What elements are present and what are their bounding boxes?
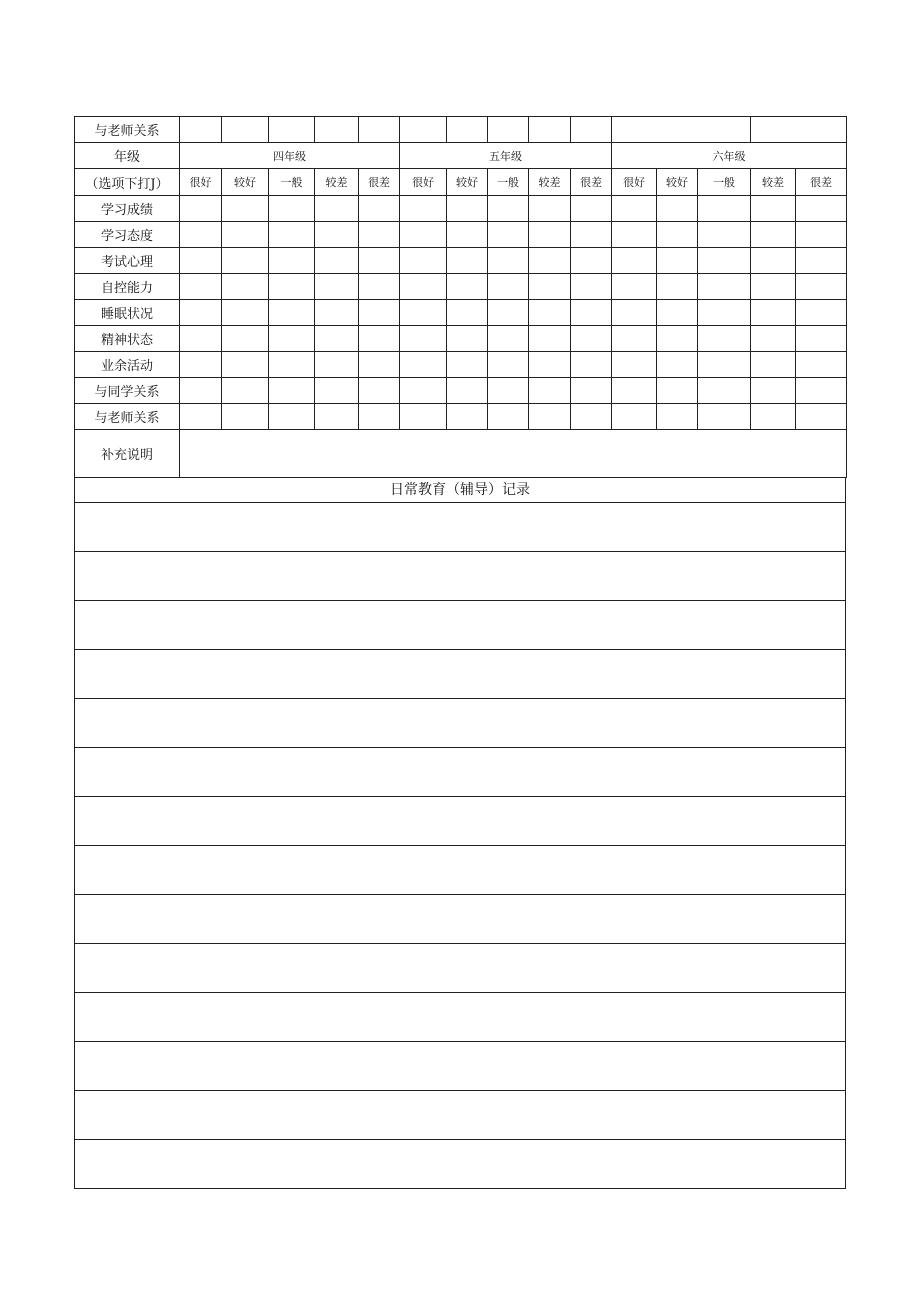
record-row[interactable] (75, 895, 845, 944)
rating-cell[interactable] (488, 222, 529, 248)
top-row (75, 117, 847, 143)
item-label: 学习成绩 (75, 196, 180, 222)
rating-cell[interactable] (180, 248, 222, 274)
rating-cell[interactable] (612, 378, 657, 404)
record-row[interactable] (75, 650, 845, 699)
rating-cell[interactable] (400, 196, 447, 222)
option-header: 较好 (657, 169, 698, 196)
record-row[interactable] (75, 601, 845, 650)
item-row (75, 274, 847, 300)
rating-cell[interactable] (447, 222, 488, 248)
rating-cell[interactable] (222, 378, 269, 404)
rating-cell[interactable] (359, 274, 400, 300)
rating-cell[interactable] (269, 404, 315, 430)
grade-6-header: 六年级 (612, 143, 847, 169)
option-header: 一般 (698, 169, 751, 196)
item-label: 精神状态 (75, 326, 180, 352)
rating-cell[interactable] (751, 326, 796, 352)
grade-row (75, 143, 847, 169)
rating-cell[interactable] (315, 248, 359, 274)
cell[interactable] (571, 117, 612, 143)
record-row[interactable] (75, 797, 845, 846)
rating-cell[interactable] (488, 196, 529, 222)
rating-cell[interactable] (315, 404, 359, 430)
rating-cell[interactable] (400, 404, 447, 430)
rating-cell[interactable] (529, 378, 571, 404)
rating-cell[interactable] (698, 300, 751, 326)
rating-cell[interactable] (571, 196, 612, 222)
cell[interactable] (359, 117, 400, 143)
cell[interactable] (529, 117, 571, 143)
rating-cell[interactable] (269, 300, 315, 326)
rating-cell[interactable] (269, 326, 315, 352)
cell[interactable] (180, 117, 222, 143)
item-row (75, 248, 847, 274)
rating-cell[interactable] (180, 196, 222, 222)
option-header: 很差 (796, 169, 847, 196)
item-label: 睡眠状况 (75, 300, 180, 326)
rating-cell[interactable] (400, 222, 447, 248)
option-header: 很好 (180, 169, 222, 196)
rating-cell[interactable] (529, 274, 571, 300)
rating-cell[interactable] (698, 222, 751, 248)
rating-cell[interactable] (796, 222, 847, 248)
rating-cell[interactable] (488, 274, 529, 300)
cell[interactable] (447, 117, 488, 143)
rating-cell[interactable] (751, 300, 796, 326)
rating-cell[interactable] (222, 300, 269, 326)
rating-cell[interactable] (612, 300, 657, 326)
item-label: 学习态度 (75, 222, 180, 248)
rating-cell[interactable] (359, 404, 400, 430)
option-header: 很好 (612, 169, 657, 196)
rating-cell[interactable] (447, 196, 488, 222)
rating-cell[interactable] (359, 222, 400, 248)
rating-cell[interactable] (359, 196, 400, 222)
rating-cell[interactable] (571, 404, 612, 430)
rating-cell[interactable] (657, 378, 698, 404)
rating-cell[interactable] (180, 404, 222, 430)
rating-cell[interactable] (796, 274, 847, 300)
row-label-top: 与老师关系 (75, 117, 180, 143)
rating-cell[interactable] (796, 196, 847, 222)
rating-cell[interactable] (698, 326, 751, 352)
rating-cell[interactable] (269, 196, 315, 222)
record-row[interactable] (75, 944, 845, 993)
rating-cell[interactable] (488, 352, 529, 378)
item-label: 自控能力 (75, 274, 180, 300)
item-row (75, 326, 847, 352)
record-row[interactable] (75, 552, 845, 601)
rating-cell[interactable] (359, 248, 400, 274)
item-label: 考试心理 (75, 248, 180, 274)
item-label: 与老师关系 (75, 404, 180, 430)
rating-cell[interactable] (698, 352, 751, 378)
rating-cell[interactable] (180, 300, 222, 326)
rating-cell[interactable] (751, 248, 796, 274)
rating-cell[interactable] (571, 274, 612, 300)
record-row[interactable] (75, 993, 845, 1042)
rating-cell[interactable] (180, 352, 222, 378)
rating-cell[interactable] (222, 274, 269, 300)
rating-cell[interactable] (400, 352, 447, 378)
option-header: 一般 (488, 169, 529, 196)
record-row[interactable] (75, 699, 845, 748)
option-row (75, 169, 847, 196)
grade-5-header: 五年级 (400, 143, 612, 169)
option-header: 较差 (751, 169, 796, 196)
rating-cell[interactable] (269, 248, 315, 274)
rating-cell[interactable] (612, 404, 657, 430)
record-row[interactable] (75, 748, 845, 797)
item-label: 与同学关系 (75, 378, 180, 404)
rating-cell[interactable] (400, 300, 447, 326)
rating-cell[interactable] (529, 352, 571, 378)
rating-cell[interactable] (315, 352, 359, 378)
rating-cell[interactable] (359, 352, 400, 378)
rating-cell[interactable] (751, 196, 796, 222)
record-title: 日常教育（辅导）记录 (75, 478, 845, 503)
rating-cell[interactable] (315, 196, 359, 222)
rating-cell[interactable] (751, 222, 796, 248)
rating-cell[interactable] (698, 196, 751, 222)
rating-cell[interactable] (269, 352, 315, 378)
rating-cell[interactable] (488, 300, 529, 326)
item-row (75, 352, 847, 378)
rating-cell[interactable] (488, 378, 529, 404)
rating-cell[interactable] (751, 352, 796, 378)
rating-cell[interactable] (751, 378, 796, 404)
rating-cell[interactable] (447, 352, 488, 378)
record-row[interactable] (75, 1140, 845, 1188)
rating-cell[interactable] (180, 274, 222, 300)
rating-cell[interactable] (796, 352, 847, 378)
item-row (75, 404, 847, 430)
rating-cell[interactable] (529, 300, 571, 326)
rating-cell[interactable] (612, 326, 657, 352)
grade-4-header: 四年级 (180, 143, 400, 169)
rating-cell[interactable] (315, 326, 359, 352)
option-header: 较差 (529, 169, 571, 196)
supplement-row (75, 430, 847, 478)
rating-cell[interactable] (269, 378, 315, 404)
rating-cell[interactable] (796, 326, 847, 352)
rating-cell[interactable] (529, 248, 571, 274)
rating-cell[interactable] (571, 326, 612, 352)
supplement-label: 补充说明 (75, 430, 180, 478)
rating-cell[interactable] (529, 222, 571, 248)
rating-cell[interactable] (359, 378, 400, 404)
rating-cell[interactable] (488, 404, 529, 430)
rating-cell[interactable] (657, 222, 698, 248)
rating-cell[interactable] (657, 248, 698, 274)
rating-cell[interactable] (698, 378, 751, 404)
option-header: 较好 (447, 169, 488, 196)
rating-cell[interactable] (315, 300, 359, 326)
record-row[interactable] (75, 1042, 845, 1091)
rating-cell[interactable] (612, 248, 657, 274)
rating-cell[interactable] (180, 326, 222, 352)
option-header: 很好 (400, 169, 447, 196)
rating-cell[interactable] (529, 404, 571, 430)
rating-cell[interactable] (400, 378, 447, 404)
rating-cell[interactable] (222, 404, 269, 430)
rating-cell[interactable] (612, 196, 657, 222)
rating-cell[interactable] (488, 248, 529, 274)
rating-cell[interactable] (657, 300, 698, 326)
rating-cell[interactable] (447, 404, 488, 430)
rating-cell[interactable] (657, 196, 698, 222)
rating-cell[interactable] (359, 326, 400, 352)
rating-cell[interactable] (657, 404, 698, 430)
rating-cell[interactable] (400, 326, 447, 352)
rating-cell[interactable] (222, 222, 269, 248)
evaluation-table (74, 116, 847, 478)
rating-cell[interactable] (751, 274, 796, 300)
rating-cell[interactable] (796, 300, 847, 326)
cell[interactable] (751, 117, 847, 143)
rating-cell[interactable] (269, 222, 315, 248)
cell[interactable] (612, 117, 751, 143)
rating-cell[interactable] (447, 326, 488, 352)
option-label: （选项下打J） (75, 169, 180, 196)
rating-cell[interactable] (315, 222, 359, 248)
rating-cell[interactable] (612, 222, 657, 248)
option-header: 较好 (222, 169, 269, 196)
cell[interactable] (222, 117, 269, 143)
rating-cell[interactable] (447, 248, 488, 274)
rating-cell[interactable] (657, 326, 698, 352)
rating-cell[interactable] (315, 274, 359, 300)
cell[interactable] (400, 117, 447, 143)
rating-cell[interactable] (796, 378, 847, 404)
rating-cell[interactable] (222, 248, 269, 274)
cell[interactable] (488, 117, 529, 143)
rating-cell[interactable] (571, 378, 612, 404)
record-row[interactable] (75, 1091, 845, 1140)
rating-cell[interactable] (571, 300, 612, 326)
cell[interactable] (315, 117, 359, 143)
rating-cell[interactable] (751, 404, 796, 430)
rating-cell[interactable] (612, 352, 657, 378)
rating-cell[interactable] (698, 274, 751, 300)
option-header: 很差 (359, 169, 400, 196)
grade-label: 年级 (75, 143, 180, 169)
rating-cell[interactable] (571, 222, 612, 248)
rating-cell[interactable] (796, 248, 847, 274)
rating-cell[interactable] (488, 326, 529, 352)
rating-cell[interactable] (222, 196, 269, 222)
record-row[interactable] (75, 846, 845, 895)
supplement-field[interactable] (180, 430, 847, 478)
item-row (75, 196, 847, 222)
cell[interactable] (269, 117, 315, 143)
rating-cell[interactable] (447, 378, 488, 404)
rating-cell[interactable] (698, 248, 751, 274)
rating-cell[interactable] (222, 352, 269, 378)
rating-cell[interactable] (529, 326, 571, 352)
rating-cell[interactable] (529, 196, 571, 222)
rating-cell[interactable] (180, 222, 222, 248)
rating-cell[interactable] (315, 378, 359, 404)
option-header: 很差 (571, 169, 612, 196)
rating-cell[interactable] (359, 300, 400, 326)
rating-cell[interactable] (447, 300, 488, 326)
rating-cell[interactable] (698, 404, 751, 430)
item-row (75, 300, 847, 326)
rating-cell[interactable] (571, 248, 612, 274)
rating-cell[interactable] (796, 404, 847, 430)
rating-cell[interactable] (180, 378, 222, 404)
daily-education-record (74, 478, 846, 1189)
item-row (75, 378, 847, 404)
rating-cell[interactable] (612, 274, 657, 300)
rating-cell[interactable] (222, 326, 269, 352)
option-header: 一般 (269, 169, 315, 196)
rating-cell[interactable] (571, 352, 612, 378)
rating-cell[interactable] (447, 274, 488, 300)
rating-cell[interactable] (400, 248, 447, 274)
rating-cell[interactable] (657, 352, 698, 378)
rating-cell[interactable] (400, 274, 447, 300)
item-label: 业余活动 (75, 352, 180, 378)
rating-cell[interactable] (269, 274, 315, 300)
rating-cell[interactable] (657, 274, 698, 300)
option-header: 较差 (315, 169, 359, 196)
item-row (75, 222, 847, 248)
record-row[interactable] (75, 503, 845, 552)
student-form (74, 116, 846, 1189)
